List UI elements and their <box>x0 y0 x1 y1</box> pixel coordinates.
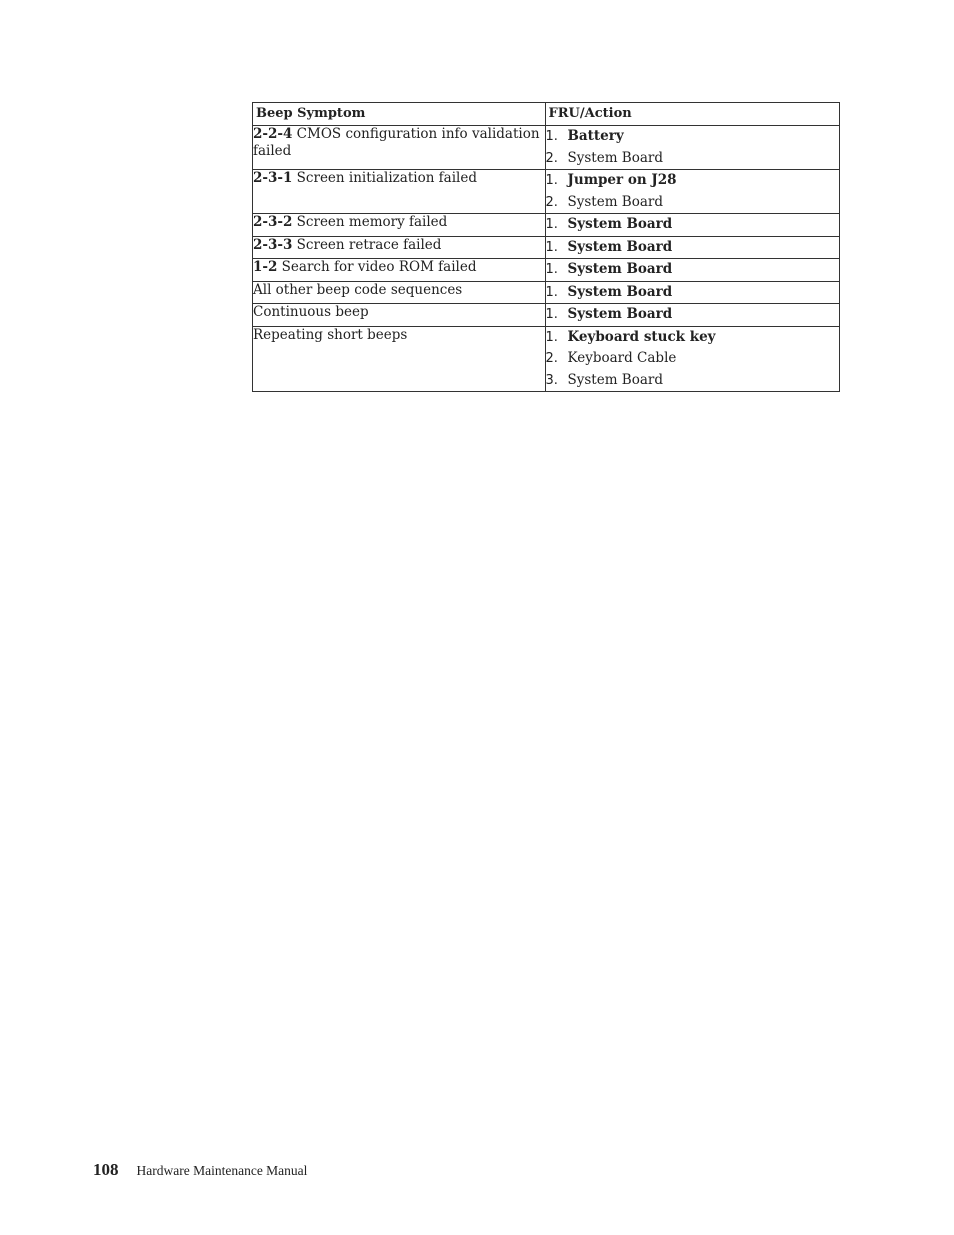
header-fru-action: FRU/Action <box>545 103 840 126</box>
fru-action-text: System Board <box>567 283 673 300</box>
fru-action-text: System Board <box>567 306 673 323</box>
list-item <box>546 192 840 214</box>
symptom-text: Screen retrace failed <box>292 236 442 253</box>
list-item <box>546 214 840 236</box>
beep-symptom-cell <box>253 170 546 214</box>
fru-action-list <box>546 126 840 169</box>
fru-action-cell <box>545 170 840 214</box>
beep-symptom-cell <box>253 326 546 392</box>
fru-action-list <box>546 259 840 281</box>
header-beep-symptom: Beep Symptom <box>253 103 546 126</box>
beep-code: 2-3-1 <box>253 170 293 186</box>
fru-action-cell <box>545 126 840 170</box>
list-item-number: 3. <box>545 372 558 388</box>
list-item-number: 2. <box>545 150 558 166</box>
list-item <box>546 327 840 349</box>
fru-action-cell <box>545 326 840 392</box>
fru-action-text: Jumper on J28 <box>567 172 677 189</box>
fru-action-cell <box>545 236 840 259</box>
list-item <box>546 126 840 148</box>
fru-action-list <box>546 282 840 304</box>
symptom-text: Repeating short beeps <box>253 326 408 343</box>
fru-action-text: System Board <box>567 371 664 388</box>
manual-title: Hardware Maintenance Manual <box>136 1163 308 1178</box>
symptom-text: Search for video ROM failed <box>277 259 477 275</box>
list-item <box>546 148 840 170</box>
fru-action-list <box>546 327 840 392</box>
list-item-number: 1. <box>545 262 558 278</box>
table-row <box>253 236 840 259</box>
list-item <box>546 237 840 259</box>
list-item <box>546 370 840 392</box>
list-item <box>546 282 840 304</box>
symptom-text: Continuous beep <box>253 304 369 320</box>
fru-action-text: System Board <box>567 216 673 233</box>
table-row <box>253 214 840 237</box>
table-row <box>253 304 840 327</box>
beep-symptom-cell <box>253 236 546 259</box>
fru-action-cell <box>545 281 840 304</box>
symptom-text: Screen initialization failed <box>292 170 477 186</box>
list-item-number: 2. <box>545 351 558 367</box>
list-item-number: 1. <box>545 217 558 233</box>
beep-code: 2-2-4 <box>253 126 293 142</box>
beep-symptom-cell <box>253 259 546 282</box>
beep-symptom-table <box>252 102 840 392</box>
fru-action-list <box>546 237 840 259</box>
symptom-text: All other beep code sequences <box>253 281 463 298</box>
fru-action-text: Battery <box>567 128 624 145</box>
beep-code: 2-3-3 <box>253 236 293 253</box>
list-item-number: 1. <box>545 307 558 323</box>
beep-symptom-cell <box>253 126 546 170</box>
list-item-number: 1. <box>545 173 558 189</box>
table-row <box>253 326 840 392</box>
fru-action-list <box>546 214 840 236</box>
fru-action-cell <box>545 259 840 282</box>
list-item-number: 1. <box>545 129 558 145</box>
fru-action-cell <box>545 214 840 237</box>
fru-action-list <box>546 170 840 213</box>
page-footer <box>93 1160 307 1180</box>
fru-action-text: System Board <box>567 149 664 166</box>
beep-code: 2-3-2 <box>253 214 293 230</box>
symptom-text: CMOS configuration info validation failed <box>253 126 540 159</box>
table-header-row <box>253 103 840 126</box>
fru-action-text: System Board <box>567 261 673 278</box>
beep-symptom-cell <box>253 281 546 304</box>
table-row <box>253 281 840 304</box>
list-item-number: 1. <box>545 239 558 255</box>
list-item <box>546 348 840 370</box>
list-item <box>546 304 840 326</box>
table-row <box>253 170 840 214</box>
page-number: 108 <box>93 1160 119 1179</box>
fru-action-cell <box>545 304 840 327</box>
fru-action-text: System Board <box>567 193 664 210</box>
beep-code: 1-2 <box>253 259 278 275</box>
list-item-number: 2. <box>545 194 558 210</box>
table-row <box>253 126 840 170</box>
list-item-number: 1. <box>545 329 558 345</box>
list-item <box>546 259 840 281</box>
fru-action-text: Keyboard Cable <box>567 350 677 367</box>
beep-symptom-cell <box>253 214 546 237</box>
fru-action-text: Keyboard stuck key <box>567 328 716 345</box>
list-item <box>546 170 840 192</box>
beep-symptom-cell <box>253 304 546 327</box>
list-item-number: 1. <box>545 284 558 300</box>
table-row <box>253 259 840 282</box>
symptom-text: Screen memory failed <box>292 214 448 230</box>
fru-action-text: System Board <box>567 238 673 255</box>
fru-action-list <box>546 304 840 326</box>
